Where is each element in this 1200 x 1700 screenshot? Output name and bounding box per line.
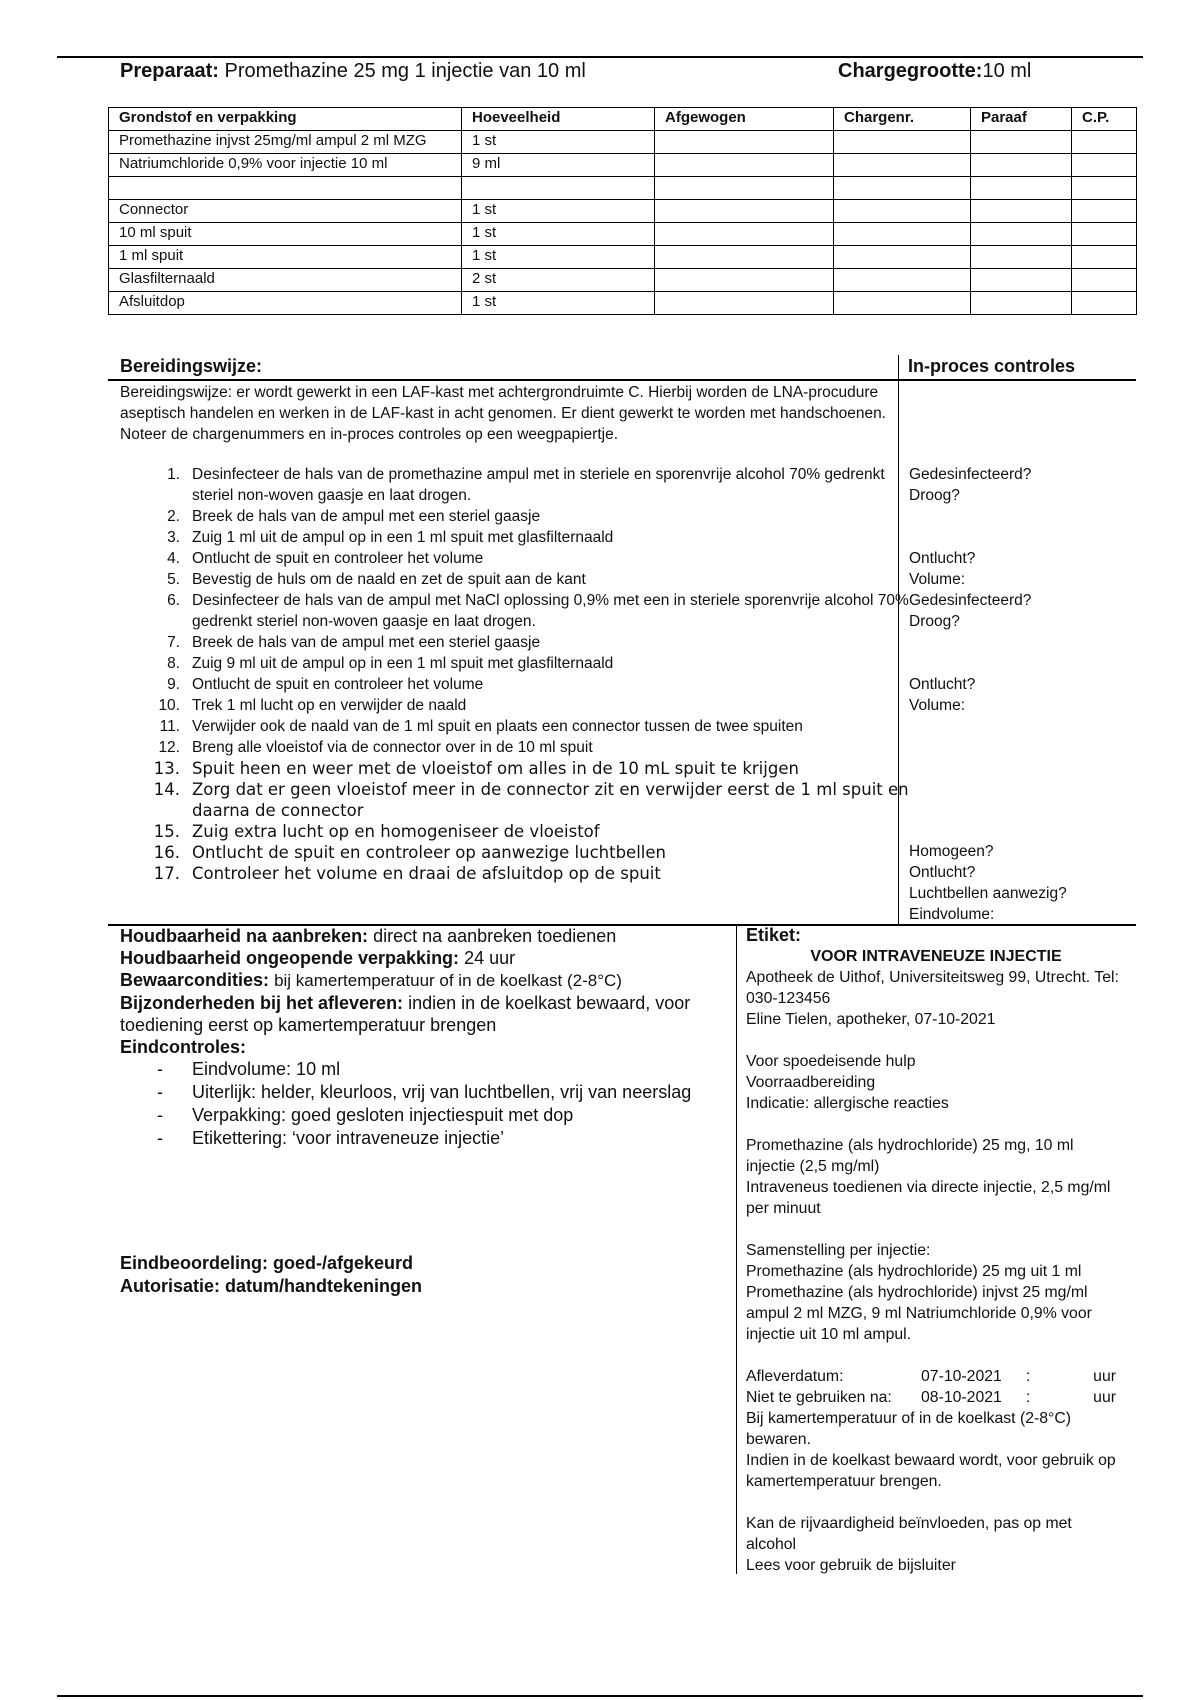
niet-gebruiken-uur: uur xyxy=(1093,1389,1116,1406)
control-droog-2: Droog? xyxy=(909,613,960,630)
cell-grondstof xyxy=(109,177,462,200)
step-number: 1. xyxy=(167,466,180,483)
list-item xyxy=(120,737,910,758)
eindcontrole-text: Verpakking: goed gesloten injectiespuit met dop xyxy=(192,1105,574,1125)
cell-paraaf[interactable] xyxy=(971,269,1072,292)
houdbaarheid-block xyxy=(120,925,730,1150)
houdbaarheid-ongeopend xyxy=(120,947,730,969)
step-number: 4. xyxy=(167,550,180,567)
cell-paraaf[interactable] xyxy=(971,177,1072,200)
col-hoeveelheid: Hoeveelheid xyxy=(462,108,655,131)
etiket-toediening: Intraveneus toedienen via directe injectie, 2,5 mg/ml per minuut xyxy=(746,1179,1111,1217)
cell-afgewogen[interactable] xyxy=(655,292,834,315)
ipc-heading: In-proces controles xyxy=(908,356,1076,376)
step-text: Zuig 9 ml uit de ampul op in een 1 ml spuit met glasfilternaald xyxy=(192,655,614,672)
control-gedesinfecteerd-2: Gedesinfecteerd? xyxy=(909,592,1032,609)
table-row xyxy=(109,246,1137,269)
etiket-divider xyxy=(736,924,737,1574)
cell-grondstof: 1 ml spuit xyxy=(109,246,462,269)
niet-gebruiken-label: Niet te gebruiken na: xyxy=(746,1389,892,1406)
etiket-product: Promethazine (als hydrochloride) 25 mg, 10 ml injectie (2,5 mg/ml) xyxy=(746,1137,1074,1175)
list-item xyxy=(120,758,910,779)
table-row xyxy=(109,177,1137,200)
list-item xyxy=(120,716,910,737)
etiket-apotheek: Apotheek de Uithof, Universiteitsweg 99, Utrecht. Tel: 030-123456 xyxy=(746,969,1119,1007)
cell-paraaf[interactable] xyxy=(971,200,1072,223)
cell-paraaf[interactable] xyxy=(971,246,1072,269)
table-row xyxy=(109,292,1137,315)
eindcontroles-heading xyxy=(120,1036,730,1058)
materials-header-row xyxy=(109,108,1137,131)
cell-grondstof: Afsluitdop xyxy=(109,292,462,315)
control-gedesinfecteerd-1: Gedesinfecteerd? xyxy=(909,466,1032,483)
aanbreken-value: direct na aanbreken toedienen xyxy=(373,926,617,946)
control-luchtbellen: Luchtbellen aanwezig? xyxy=(909,885,1067,902)
cell-hoeveelheid: 2 st xyxy=(462,269,655,292)
list-item: - Uiterlijk: helder, kleurloos, vrij van luchtbellen, vrij van neerslag xyxy=(157,1082,692,1102)
eindcontrole-text: Uiterlijk: helder, kleurloos, vrij van luchtbellen, vrij van neerslag xyxy=(192,1082,692,1102)
houdbaarheid-aanbreken xyxy=(120,925,730,947)
bijzonder-label: Bijzonderheden bij het afleveren: xyxy=(120,993,404,1013)
list-item xyxy=(120,464,910,506)
step-number: 12. xyxy=(158,739,180,756)
cell-grondstof: Connector xyxy=(109,200,462,223)
etiket-samenstelling-label: Samenstelling per injectie: xyxy=(746,1242,931,1259)
step-text: Zorg dat er geen vloeistof meer in de connector zit en verwijder eerst de 1 ml spuit en daarna de connector xyxy=(192,780,909,820)
step-number: 13. xyxy=(153,759,180,778)
cell-paraaf[interactable] xyxy=(971,131,1072,154)
cell-cp[interactable] xyxy=(1072,292,1137,315)
step-text: Desinfecteer de hals van de promethazine ampul met in steriele en sporenvrije alcohol 70% gedrenkt steriel non-woven gaasje en laat drogen. xyxy=(192,466,885,504)
etiket-title: Etiket: xyxy=(746,925,802,945)
step-number: 5. xyxy=(167,571,180,588)
col-afgewogen: Afgewogen xyxy=(655,108,834,131)
step-text: Breek de hals van de ampul met een steriel gaasje xyxy=(192,508,541,525)
cell-paraaf[interactable] xyxy=(971,292,1072,315)
bottom-rule xyxy=(57,1695,1143,1697)
aanbreken-label: Houdbaarheid na aanbreken: xyxy=(120,926,369,946)
list-item: - Etikettering: ‘voor intraveneuze injectie’ xyxy=(157,1128,505,1148)
list-item xyxy=(120,548,910,569)
etiket-rijvaardigheid: Kan de rijvaardigheid beïnvloeden, pas op met alcohol xyxy=(746,1515,1072,1553)
cell-cp[interactable] xyxy=(1072,131,1137,154)
step-text: Breek de hals van de ampul met een steriel gaasje xyxy=(192,634,541,651)
cell-hoeveelheid: 1 st xyxy=(462,246,655,269)
bijzonderheden xyxy=(120,992,730,1036)
cell-cp[interactable] xyxy=(1072,200,1137,223)
cell-afgewogen[interactable] xyxy=(655,177,834,200)
niet-gebruiken-value: 08-10-2021 xyxy=(921,1389,1002,1406)
etiket-indicatie: Indicatie: allergische reacties xyxy=(746,1095,949,1112)
step-number: 14. xyxy=(153,780,180,799)
step-text: Bevestig de huls om de naald en zet de spuit aan de kant xyxy=(192,571,586,588)
cell-afgewogen[interactable] xyxy=(655,223,834,246)
ongeopend-label: Houdbaarheid ongeopende verpakking: xyxy=(120,948,460,968)
cell-chargenr[interactable] xyxy=(834,154,971,177)
table-row xyxy=(109,154,1137,177)
cell-hoeveelheid: 1 st xyxy=(462,292,655,315)
cell-hoeveelheid xyxy=(462,177,655,200)
step-text: Desinfecteer de hals van de ampul met NaCl oplossing 0,9% met een in steriele sporenvrije alcohol 70% gedrenkt steriel non-woven gaasje en laat drogen. xyxy=(192,592,909,630)
step-text: Verwijder ook de naald van de 1 ml spuit en plaats een connector tussen de twee spuiten xyxy=(192,718,803,735)
table-row xyxy=(109,223,1137,246)
etiket-spoedeisende-hulp: Voor spoedeisende hulp xyxy=(746,1053,916,1070)
list-item xyxy=(120,653,910,674)
cell-hoeveelheid: 9 ml xyxy=(462,154,655,177)
table-row xyxy=(109,131,1137,154)
etiket-bijsluiter: Lees voor gebruik de bijsluiter xyxy=(746,1557,956,1574)
eindcontrole-text: Eindvolume: 10 ml xyxy=(192,1059,341,1079)
bereiding-steps xyxy=(120,464,910,884)
ongeopend-value: 24 uur xyxy=(464,948,516,968)
cell-chargenr[interactable] xyxy=(834,200,971,223)
bereiding-intro: Bereidingswijze: er wordt gewerkt in een LAF-kast met achtergrondruimte C. Hierbij worden de LNA-procudure aseptisch handelen en werken in de LAF-kast in acht genomen. Er dient gewerkt te worden met handschoenen. Noteer de chargenummers en in-proces controles op een weegpapiertje. xyxy=(120,384,886,443)
cell-cp[interactable] xyxy=(1072,223,1137,246)
top-rule xyxy=(57,56,1143,58)
control-homogeen: Homogeen? xyxy=(909,843,994,860)
etiket-niet-gebruiken-row xyxy=(746,1387,1126,1408)
cell-cp[interactable] xyxy=(1072,269,1137,292)
materials-table xyxy=(108,107,1137,315)
list-item xyxy=(120,863,910,884)
step-number: 11. xyxy=(159,718,180,735)
step-text: Zuig 1 ml uit de ampul op in een 1 ml spuit met glasfilternaald xyxy=(192,529,614,546)
list-item xyxy=(120,632,910,653)
list-item xyxy=(120,569,910,590)
table-row xyxy=(109,269,1137,292)
list-item xyxy=(120,821,910,842)
eindbeoordeling: Eindbeoordeling: goed-/afgekeurd xyxy=(120,1253,414,1273)
step-text: Trek 1 ml lucht op en verwijder de naald xyxy=(192,697,467,714)
cell-paraaf[interactable] xyxy=(971,223,1072,246)
etiket-route: VOOR INTRAVENEUZE INJECTIE xyxy=(810,948,1062,965)
eindcontroles-list xyxy=(120,1058,730,1150)
control-volume-2: Volume: xyxy=(909,697,966,714)
cell-hoeveelheid: 1 st xyxy=(462,131,655,154)
step-text: Ontlucht de spuit en controleer het volume xyxy=(192,676,484,693)
list-item xyxy=(120,674,910,695)
cell-chargenr[interactable] xyxy=(834,246,971,269)
cell-chargenr[interactable] xyxy=(834,269,971,292)
step-number: 8. xyxy=(167,655,180,672)
col-paraaf: Paraaf xyxy=(971,108,1072,131)
final-block xyxy=(120,1252,422,1298)
bewaar-value: bij kamertemperatuur of in de koelkast (2-8°C) xyxy=(274,971,622,990)
step-number: 3. xyxy=(167,529,180,546)
eindcontroles-label: Eindcontroles: xyxy=(120,1037,247,1057)
autorisatie: Autorisatie: datum/handtekeningen xyxy=(120,1276,423,1296)
bijzonder-value: indien in de koelkast bewaard, voor toediening eerst op kamertemperatuur brengen xyxy=(120,993,691,1035)
control-droog-1: Droog? xyxy=(909,487,960,504)
cell-hoeveelheid: 1 st xyxy=(462,200,655,223)
step-text: Breng alle vloeistof via de connector over in de 10 ml spuit xyxy=(192,739,593,756)
control-eindvolume: Eindvolume: xyxy=(909,906,995,923)
col-cp: C.P. xyxy=(1072,108,1137,131)
step-number: 17. xyxy=(153,864,180,883)
eindcontrole-text: Etikettering: ‘voor intraveneuze injectie’ xyxy=(192,1128,505,1148)
preparaat-label: Preparaat: xyxy=(120,60,219,82)
list-item xyxy=(120,527,910,548)
cell-grondstof: Glasfilternaald xyxy=(109,269,462,292)
step-number: 9. xyxy=(167,676,180,693)
step-number: 2. xyxy=(167,508,180,525)
etiket-voorraadbereiding: Voorraadbereiding xyxy=(746,1074,876,1091)
cell-hoeveelheid: 1 st xyxy=(462,223,655,246)
step-number: 16. xyxy=(153,843,180,862)
table-row xyxy=(109,200,1137,223)
cell-chargenr[interactable] xyxy=(834,292,971,315)
afleverdatum-uur: uur xyxy=(1093,1368,1116,1385)
cell-grondstof: Natriumchloride 0,9% voor injectie 10 ml xyxy=(109,154,462,177)
cell-cp[interactable] xyxy=(1072,246,1137,269)
afleverdatum-value: 07-10-2021 xyxy=(921,1368,1002,1385)
cell-chargenr[interactable] xyxy=(834,177,971,200)
chargegrootte-line xyxy=(838,60,1031,83)
list-item xyxy=(120,779,910,821)
list-item xyxy=(120,842,910,863)
cell-afgewogen[interactable] xyxy=(655,154,834,177)
etiket-samenstelling: Promethazine (als hydrochloride) 25 mg uit 1 ml Promethazine (als hydrochloride) injvst 25 mg/ml ampul 2 ml MZG, 9 ml Natriumchloride 0,9% voor injectie uit 10 ml ampul. xyxy=(746,1263,1092,1343)
cell-grondstof: 10 ml spuit xyxy=(109,223,462,246)
control-ontlucht-3: Ontlucht? xyxy=(909,864,976,881)
preparaat-value: Promethazine 25 mg 1 injectie van 10 ml xyxy=(224,60,586,82)
col-grondstof: Grondstof en verpakking xyxy=(109,108,462,131)
section-divider xyxy=(108,379,1136,381)
etiket-koelkast: Indien in de koelkast bewaard wordt, voor gebruik op kamertemperatuur brengen. xyxy=(746,1452,1116,1490)
etiket-bewaren: Bij kamertemperatuur of in de koelkast (2-8°C) bewaren. xyxy=(746,1410,1072,1448)
etiket-block xyxy=(746,925,1126,1576)
cell-afgewogen[interactable] xyxy=(655,246,834,269)
step-number: 6. xyxy=(167,592,180,609)
preparaat-line xyxy=(120,60,586,83)
etiket-apotheker: Eline Tielen, apotheker, 07-10-2021 xyxy=(746,1011,996,1028)
cell-afgewogen[interactable] xyxy=(655,200,834,223)
afleverdatum-colon: : xyxy=(1026,1368,1031,1385)
step-text: Ontlucht de spuit en controleer het volume xyxy=(192,550,484,567)
step-text: Spuit heen en weer met de vloeistof om alles in de 10 mL spuit te krijgen xyxy=(192,759,799,778)
etiket-afleverdatum-row xyxy=(746,1366,1126,1387)
step-number: 15. xyxy=(153,822,180,841)
control-volume-1: Volume: xyxy=(909,571,966,588)
cell-cp[interactable] xyxy=(1072,177,1137,200)
control-ontlucht-1: Ontlucht? xyxy=(909,550,976,567)
cell-cp[interactable] xyxy=(1072,154,1137,177)
chargegrootte-value: 10 ml xyxy=(982,60,1032,82)
cell-grondstof: Promethazine injvst 25mg/ml ampul 2 ml MZG xyxy=(109,131,462,154)
control-ontlucht-2: Ontlucht? xyxy=(909,676,976,693)
step-text: Zuig extra lucht op en homogeniseer de vloeistof xyxy=(192,822,600,841)
list-item xyxy=(120,695,910,716)
bereidingswijze-heading: Bereidingswijze: xyxy=(120,356,263,376)
step-number: 7. xyxy=(167,634,180,651)
list-item: - Verpakking: goed gesloten injectiespuit met dop xyxy=(157,1105,574,1125)
cell-paraaf[interactable] xyxy=(971,154,1072,177)
cell-chargenr[interactable] xyxy=(834,223,971,246)
cell-afgewogen[interactable] xyxy=(655,131,834,154)
list-item xyxy=(120,506,910,527)
step-text: Ontlucht de spuit en controleer op aanwezige luchtbellen xyxy=(192,843,666,862)
step-number: 10. xyxy=(158,697,180,714)
afleverdatum-label: Afleverdatum: xyxy=(746,1368,844,1385)
niet-gebruiken-colon: : xyxy=(1026,1389,1031,1406)
bewaar-label: Bewaarcondities: xyxy=(120,970,270,990)
cell-afgewogen[interactable] xyxy=(655,269,834,292)
step-text: Controleer het volume en draai de afsluitdop op de spuit xyxy=(192,864,661,883)
list-item xyxy=(120,590,910,632)
chargegrootte-label: Chargegrootte: xyxy=(838,60,983,82)
cell-chargenr[interactable] xyxy=(834,131,971,154)
bewaarcondities xyxy=(120,969,730,992)
col-chargenr: Chargenr. xyxy=(834,108,971,131)
list-item: - Eindvolume: 10 ml xyxy=(157,1059,341,1079)
